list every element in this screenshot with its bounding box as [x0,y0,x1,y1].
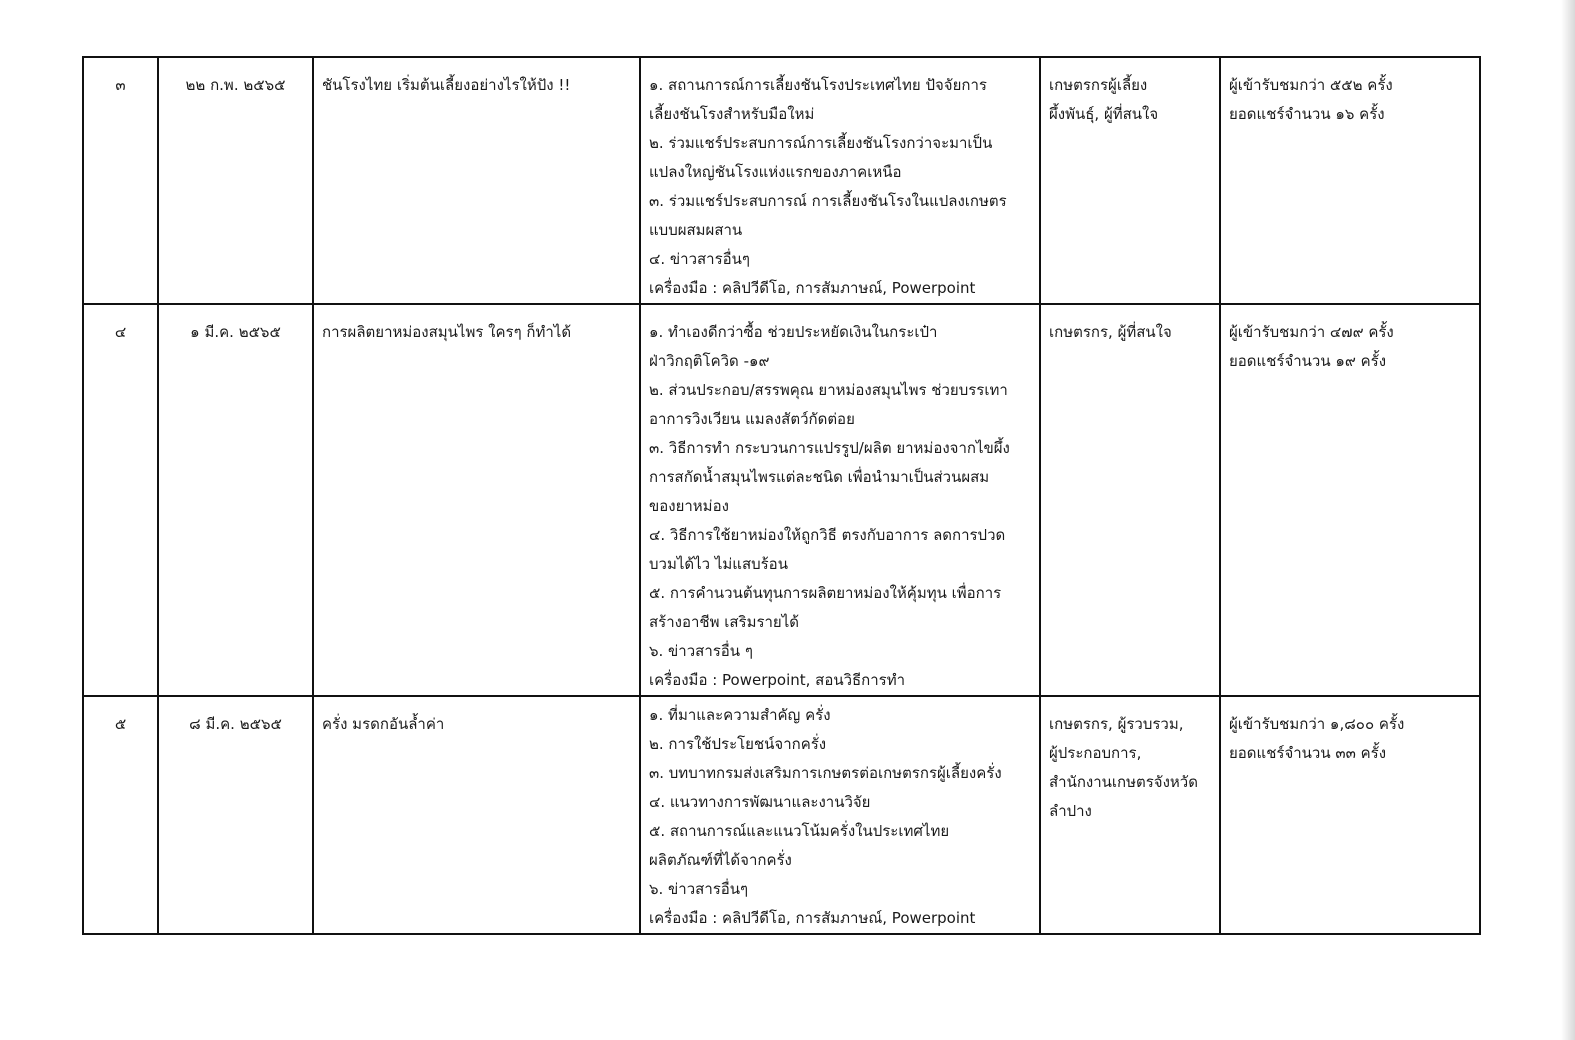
target-line: ผู้ประกอบการ, [1049,744,1142,762]
row-result [1220,696,1480,934]
row-number: ๓ [83,57,158,304]
row-content [640,304,1040,696]
content-line: ๒. ร่วมแชร์ประสบการณ์การเลี้ยงชันโรงกว่าจะมาเป็น [649,134,993,152]
content-line: เลี้ยงชันโรงสำหรับมือใหม่ [649,105,815,123]
row-topic: ชันโรงไทย เริ่มต้นเลี้ยงอย่างไรให้ปัง !! [313,57,640,304]
row-content [640,696,1040,934]
target-line: ผึ้งพันธุ์, ผู้ที่สนใจ [1049,105,1159,123]
content-line: ๕. สถานการณ์และแนวโน้มครั่งในประเทศไทย [649,822,950,840]
row-number: ๔ [83,304,158,696]
result-line: ยอดแชร์จำนวน ๓๓ ครั้ง [1229,744,1387,762]
content-line: เครื่องมือ : Powerpoint, สอนวิธีการทำ [649,671,906,689]
result-line: ผู้เข้ารับชมกว่า ๑,๘๐๐ ครั้ง [1229,715,1405,733]
target-line: เกษตรกรผู้เลี้ยง [1049,76,1148,94]
row-result [1220,57,1480,304]
page-edge-shadow [1561,0,1575,1040]
row-date: ๘ มี.ค. ๒๕๖๕ [158,696,313,934]
content-line: ๔. แนวทางการพัฒนาและงานวิจัย [649,793,871,811]
row-topic: ครั่ง มรดกอันล้ำค่า [313,696,640,934]
content-line: เครื่องมือ : คลิปวีดีโอ, การสัมภาษณ์, Powerpoint [649,279,976,297]
content-line: ๑. ที่มาและความสำคัญ ครั่ง [649,706,831,724]
result-line: ยอดแชร์จำนวน ๑๙ ครั้ง [1229,352,1387,370]
content-line: แปลงใหญ่ชันโรงแห่งแรกของภาคเหนือ [649,163,902,181]
content-line: ๔. ข่าวสารอื่นๆ [649,250,750,268]
target-line: เกษตรกร, ผู้ที่สนใจ [1049,323,1172,341]
content-line: ๒. การใช้ประโยชน์จากครั่ง [649,735,827,753]
content-line: ๑. ทำเองดีกว่าซื้อ ช่วยประหยัดเงินในกระเป๋า [649,323,938,341]
content-line: การสกัดน้ำสมุนไพรแต่ละชนิด เพื่อนำมาเป็นส่วนผสม [649,468,990,486]
content-line: ๖. ข่าวสารอื่น ๆ [649,642,753,660]
row-target-group [1040,57,1220,304]
activity-table [82,56,1481,935]
target-line: ลำปาง [1049,802,1092,820]
content-line: ๕. การคำนวนต้นทุนการผลิตยาหม่องให้คุ้มทุน เพื่อการ [649,584,1002,602]
content-line: ผลิตภัณฑ์ที่ได้จากครั่ง [649,851,792,869]
content-line: เครื่องมือ : คลิปวีดีโอ, การสัมภาษณ์, Powerpoint [649,909,976,927]
row-result [1220,304,1480,696]
row-target-group [1040,304,1220,696]
target-line: เกษตรกร, ผู้รวบรวม, [1049,715,1184,733]
row-topic: การผลิตยาหม่องสมุนไพร ใครๆ ก็ทำได้ [313,304,640,696]
content-line: ๖. ข่าวสารอื่นๆ [649,880,749,898]
table-row [83,696,1480,934]
result-line: ยอดแชร์จำนวน ๑๖ ครั้ง [1229,105,1385,123]
row-number: ๕ [83,696,158,934]
table-row [83,57,1480,304]
content-line: บวมได้ไว ไม่แสบร้อน [649,555,788,573]
content-line: ๓. ร่วมแชร์ประสบการณ์ การเลี้ยงชันโรงในแปลงเกษตร [649,192,1007,210]
content-line: ๓. วิธีการทำ กระบวนการแปรรูป/ผลิต ยาหม่องจากไขผึ้ง [649,439,1010,457]
content-line: สร้างอาชีพ เสริมรายได้ [649,613,800,631]
table-row [83,304,1480,696]
content-line: ๔. วิธีการใช้ยาหม่องให้ถูกวิธี ตรงกับอาการ ลดการปวด [649,526,1006,544]
result-line: ผู้เข้ารับชมกว่า ๕๕๒ ครั้ง [1229,76,1393,94]
content-line: อาการวิงเวียน แมลงสัตว์กัดต่อย [649,410,855,428]
row-content [640,57,1040,304]
row-target-group [1040,696,1220,934]
row-date: ๒๒ ก.พ. ๒๕๖๕ [158,57,313,304]
content-line: ๓. บทบาทกรมส่งเสริมการเกษตรต่อเกษตรกรผู้เลี้ยงครั่ง [649,764,1002,782]
result-line: ผู้เข้ารับชมกว่า ๔๗๙ ครั้ง [1229,323,1394,341]
content-line: แบบผสมผสาน [649,221,743,239]
row-date: ๑ มี.ค. ๒๕๖๕ [158,304,313,696]
content-line: ฝ่าวิกฤติโควิด -๑๙ [649,352,770,370]
content-line: ของยาหม่อง [649,497,729,515]
content-line: ๒. ส่วนประกอบ/สรรพคุณ ยาหม่องสมุนไพร ช่วยบรรเทา [649,381,1008,399]
target-line: สำนักงานเกษตรจังหวัด [1049,773,1198,791]
content-line: ๑. สถานการณ์การเลี้ยงชันโรงประเทศไทย ปัจจัยการ [649,76,987,94]
